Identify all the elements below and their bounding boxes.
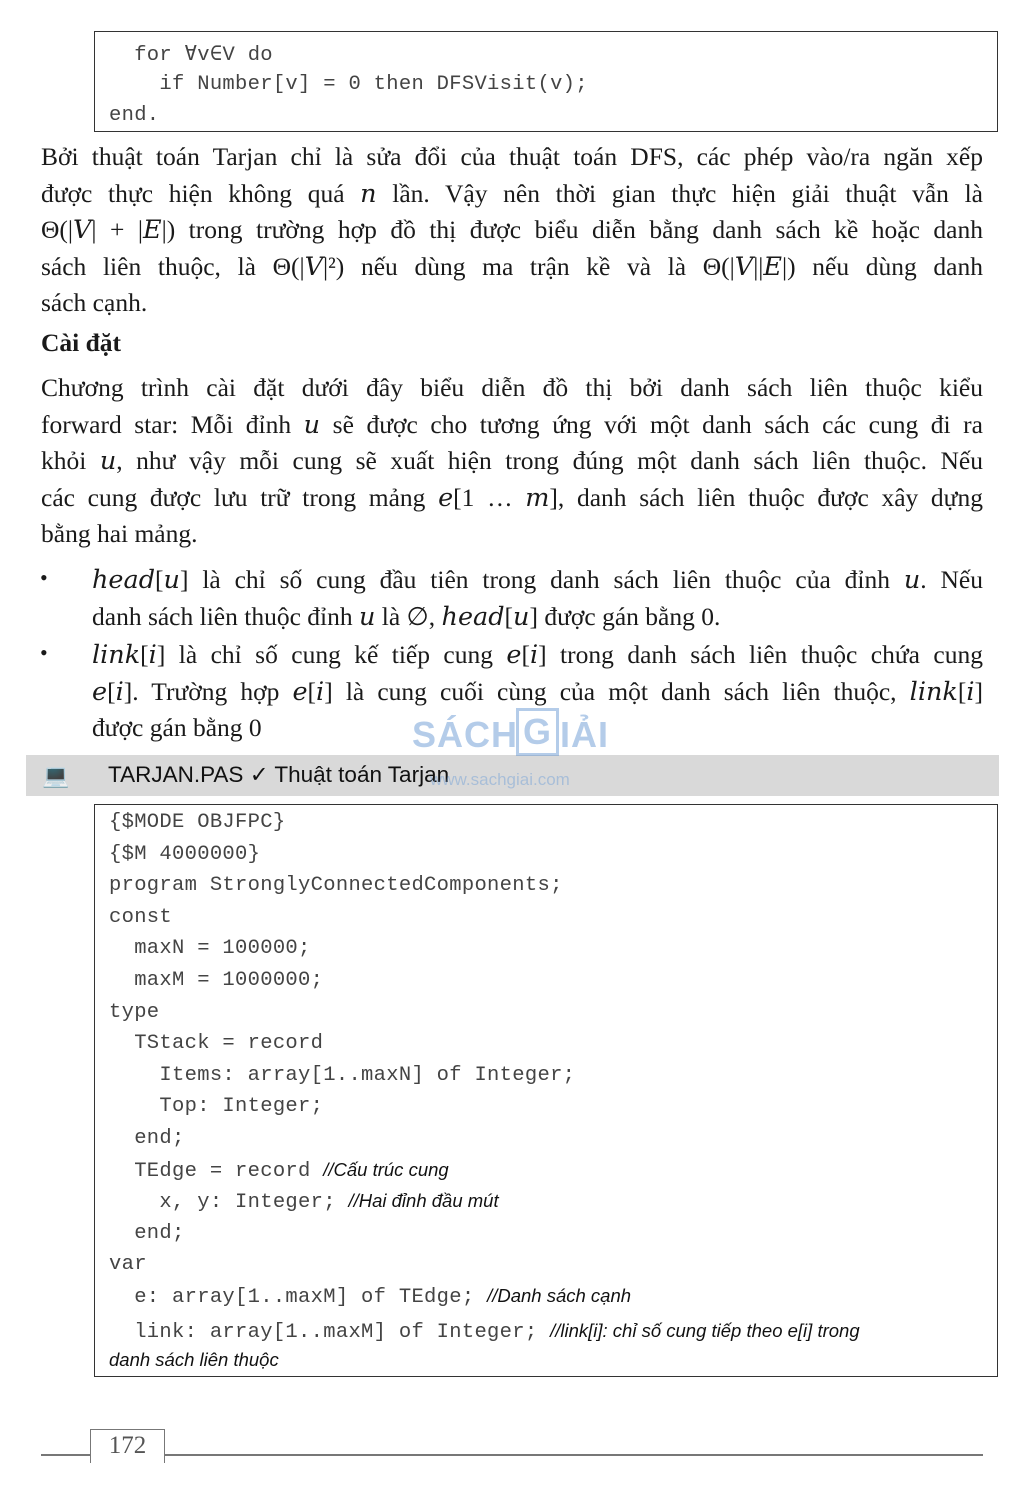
footer-rule-left [41,1454,91,1456]
page-number-box [90,1429,165,1463]
watermark-text-left: SÁCH [412,714,519,755]
paragraph-complexity-line: Θ(|𝑉| + |𝐸|) trong trường hợp đồ thị được biểu diễn bằng danh sách kề hoặc danh [41,215,983,245]
paragraph-forward-star-line: các cung được lưu trữ trong mảng 𝑒[1 … 𝑚], danh sách liên thuộc được xây dựng [41,482,983,512]
footer-rule-right [165,1454,983,1456]
bullet-dot: • [40,565,48,590]
bullet-head-line: ℎ𝑒𝑎𝑑[𝑢] là chỉ số cung đầu tiên trong danh sách liên thuộc của đỉnh 𝑢. Nếu [92,565,983,594]
bullet-link-line: 𝑙𝑖𝑛𝑘[𝑖] là chỉ số cung kế tiếp cung 𝑒[𝑖] trong danh sách liên thuộc chứa cung [92,640,983,669]
paragraph-forward-star-line: Chương trình cài đặt dưới đây biểu diễn đồ thị bởi danh sách liên thuộc kiểu [41,373,983,402]
main-code-block [94,804,998,1377]
code-line: Top: Integer; [109,1095,324,1119]
code-line: {$M 4000000} [109,842,261,866]
code-comment: //Danh sách cạnh [487,1285,632,1306]
code-comment: //Hai đỉnh đầu mút [348,1190,499,1212]
computer-icon: 💻 [42,763,70,788]
code-line: {$MODE OBJFPC} [109,811,286,834]
code-line: x, y: Integer; //Hai đỉnh đầu mút [109,1190,499,1215]
code-line: TEdge = record //Cấu trúc cung [109,1158,449,1183]
page-number: 172 [108,1432,147,1459]
code-line: for ∀v∈V do [109,44,273,67]
code-line: type [109,1000,160,1024]
paragraph-complexity-line: được thực hiện không quá 𝑛 lần. Vậy nên thời gian thực hiện giải thuật vẫn là [41,178,983,208]
code-line: const [109,905,173,929]
watermark-text-right: IẢI [560,714,610,755]
code-line: maxM = 1000000; [109,969,324,992]
bullet-dot: • [40,640,48,665]
code-line: link: array[1..maxM] of Integer; //link[i]: chỉ số cung tiếp theo e[i] trong [109,1320,860,1344]
code-line: var [109,1253,147,1277]
code-line: Items: array[1..maxN] of Integer; [109,1063,576,1087]
code-line: end; [109,1127,185,1150]
code-line: TStack = record [109,1032,324,1056]
paragraph-complexity-line: sách cạnh. [41,288,148,318]
bullet-link-line: được gán bằng 0 [92,713,262,743]
code-comment: //link[i]: chỉ số cung tiếp theo e[i] trong [550,1320,860,1341]
section-heading: Cài đặt [41,328,122,357]
watermark-text-mid: G [516,708,559,756]
listing-title: TARJAN.PAS ✓ Thuật toán Tarjan [108,762,450,787]
code-line: maxN = 100000; [109,937,311,961]
watermark-url: www.sachgiai.com [430,770,570,789]
bullet-link-line: 𝑒[𝑖]. Trường hợp 𝑒[𝑖] là cung cuối cùng của một danh sách liên thuộc, 𝑙𝑖𝑛𝑘[𝑖] [92,676,983,706]
paragraph-forward-star-line: khỏi 𝑢, như vậy mỗi cung sẽ xuất hiện trong đúng một danh sách liên thuộc. Nếu [41,446,983,476]
code-comment: //Cấu trúc cung [323,1158,449,1180]
paragraph-complexity-line: sách liên thuộc, là Θ(|𝑉|²) nếu dùng ma trận kề và là Θ(|𝑉||𝐸|) nếu dùng danh [41,251,983,281]
code-line: if Number[v] = 0 then DFSVisit(v); [109,73,588,96]
paragraph-forward-star-line: forward star: Mỗi đỉnh 𝑢 sẽ được cho tương ứng với một danh sách các cung đi ra [41,409,983,439]
paragraph-forward-star-line: bằng hai mảng. [41,519,198,549]
top-code-block [94,31,998,132]
code-line: end; [109,1221,185,1245]
code-line: e: array[1..maxM] of TEdge; //Danh sách cạnh [109,1285,632,1309]
paragraph-complexity-line: Bởi thuật toán Tarjan chỉ là sửa đổi của thuật toán DFS, các phép vào/ra ngăn xếp [41,142,983,171]
code-listing-banner [26,755,999,796]
code-line: program StronglyConnectedComponents; [109,874,563,898]
code-comment-continuation: danh sách liên thuộc [109,1349,279,1370]
code-line: end. [109,104,160,127]
bullet-head-line: danh sách liên thuộc đỉnh 𝑢 là ∅, ℎ𝑒𝑎𝑑[𝑢] được gán bằng 0. [92,601,721,631]
